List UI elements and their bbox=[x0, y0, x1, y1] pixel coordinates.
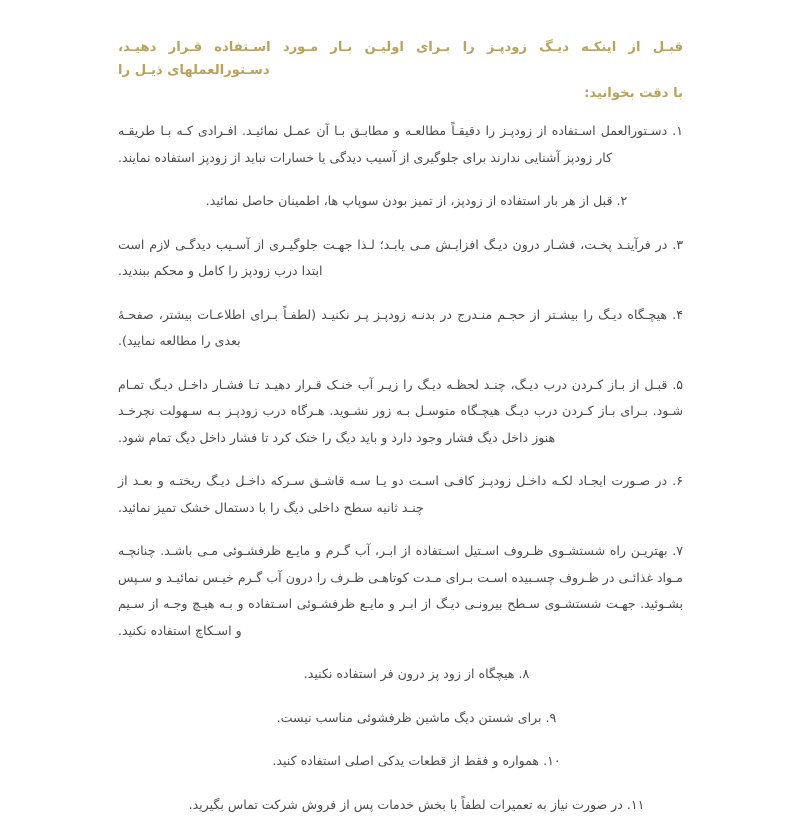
instruction-item-text: قبـل از بـاز کـردن درب دیـگ، چنـد لحظـه دیـگ را زیـر آب خنـک قـرار دهیـد تـا فشـار داخـل دیـگ تمـام شـود. بـرای بـاز کـردن درب دیـگ هیچـگاه متوسـل بـه زور نشـوید. هـرگاه درب زودپـز بـه سـهولت نچرخـد هنوز داخل دیگ فشار وجود دارد و باید دیگ را خنک کرد تا فشار داخل دیگ تمام شود. bbox=[118, 377, 683, 445]
instruction-item bbox=[118, 372, 683, 452]
instruction-item bbox=[118, 705, 683, 732]
instruction-item-text: در صـورت ایجـاد لکـه داخـل زودپـز کافـی اسـت دو یـا سـه قاشـق سـرکه داخـل دیـگ ریختـه و بعـد از چنـد ثانیه سطح داخلی دیگ را با دستمال خشک تمیز نمائید. bbox=[118, 473, 672, 515]
instruction-item bbox=[118, 118, 683, 171]
instruction-item-text: بهتریـن راه شستشـوی ظـروف اسـتیل اسـتفاده از ابـر، آب گـرم و مایـع ظرفشـوئی مـی باشـد. چنانچـه مـواد غذائـی در ظـروف چسـبیده اسـت بـرای مـدت کوتاهـی ظـرف را درون آب گـرم خیـس نمائیـد و سـپس بشـوئید. جهـت شستشـوی سـطح بیرونـی دیـگ از ابـر و مایـع ظرفشـوئی اسـتفاده و بـه هیـچ وجـه از سـیم و اسـکاچ استفاده نکنید. bbox=[118, 543, 683, 638]
instruction-item-number: ۱. bbox=[672, 123, 683, 138]
instruction-item-number: ۱۰. bbox=[543, 753, 561, 768]
page-title-line-1: قبـل از اینکـه دیـگ زودپـز را بـرای اولیـن بـار مـورد اسـتفاده قـرار دهیـد، دسـتورالعملهای ذیـل را bbox=[118, 40, 683, 78]
instruction-item-text: در صورت نیاز به تعمیرات لطفاً با بخش خدمات پس از فروش شرکت تماس بگیرید. bbox=[189, 797, 627, 812]
instruction-list bbox=[118, 118, 683, 818]
instruction-item-number: ۵. bbox=[672, 377, 683, 392]
instruction-item-text: هیچگاه از زود پز درون فر استفاده نکنید. bbox=[304, 666, 519, 681]
instruction-item-number: ۲. bbox=[617, 193, 628, 208]
instruction-item-text: برای شستن دیگ ماشین ظرفشوئی مناسب نیست. bbox=[277, 710, 546, 725]
instruction-item-text: در فرآینـد پخـت، فشـار درون دیـگ افزایـش مـی یابـد؛ لـذا جهـت جلوگیـری از آسـیب دیدگـی لازم است ابتدا درب زودپز را کامل و محکم ببندید. bbox=[118, 237, 672, 279]
instruction-item bbox=[118, 232, 683, 285]
instruction-item-number: ۳. bbox=[672, 237, 683, 252]
instruction-item bbox=[118, 188, 683, 215]
instruction-item bbox=[118, 468, 683, 521]
instruction-item bbox=[118, 538, 683, 644]
instruction-item bbox=[118, 302, 683, 355]
instruction-item-text: دسـتورالعمل اسـتفاده از زودپـز را دقیقـاً مطالعـه و مطابـق بـا آن عمـل نمائیـد. افـرادی کـه بـا طریقـه کار زودپز آشنایی ندارند برای جلوگیری از آسیب دیدگی یا خسارات نباید از زودپز استفاده نمایند. bbox=[118, 123, 672, 165]
instruction-item-text: قبل از هر بار استفاده از زودپز، از تمیز بودن سوپاپ ها، اطمینان حاصل نمائید. bbox=[206, 193, 617, 208]
page-title-line-2: با دقت بخوانید: bbox=[118, 82, 683, 105]
instruction-item-number: ۹. bbox=[546, 710, 557, 725]
instruction-item-text: هیچـگاه دیـگ را بیشـتر از حجـم منـدرج در بدنـه زودپـز پـر نکنیـد (لطفـاً بـرای اطلاعـات بیشتر، صفحـهٔ بعدی را مطالعه نمایید). bbox=[118, 307, 672, 349]
instruction-item-number: ۱۱. bbox=[627, 797, 645, 812]
instruction-item bbox=[118, 661, 683, 688]
instruction-item-number: ۸. bbox=[518, 666, 529, 681]
instruction-item-number: ۷. bbox=[672, 543, 683, 558]
instruction-item-number: ۶. bbox=[672, 473, 683, 488]
page-title bbox=[118, 36, 683, 105]
instruction-item bbox=[118, 792, 683, 818]
instruction-item-number: ۴. bbox=[672, 307, 683, 322]
instruction-item bbox=[118, 748, 683, 775]
instruction-item-text: همواره و فقط از قطعات یدکی اصلی استفاده کنید. bbox=[272, 753, 543, 768]
